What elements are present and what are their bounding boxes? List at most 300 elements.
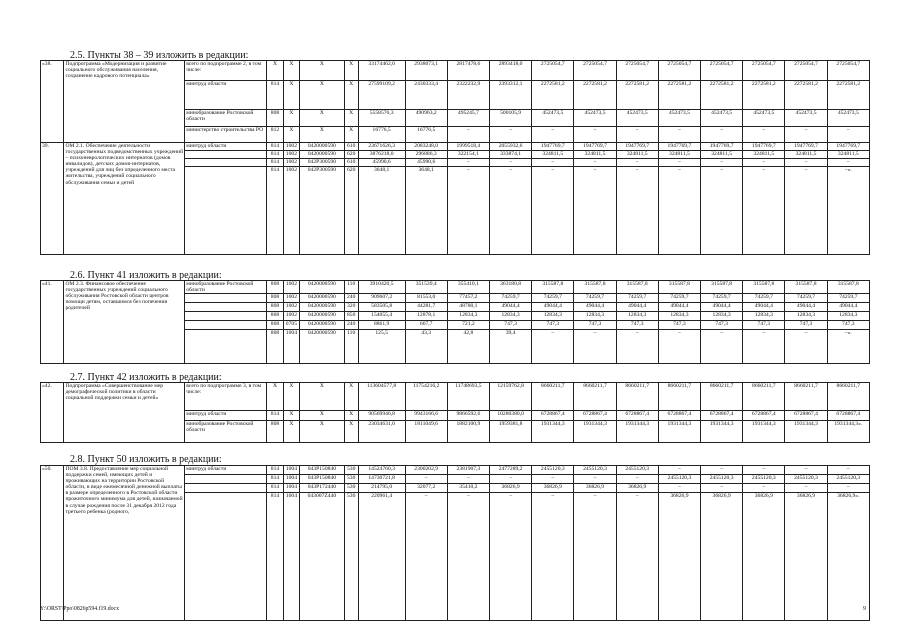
table-row [41, 383, 870, 411]
amount-cell: 1947769,7 [574, 143, 616, 151]
amount-cell: – [743, 330, 785, 364]
code-cell: X [283, 81, 299, 110]
amount-cell: – [616, 159, 658, 167]
code-cell: 0420000590 [300, 312, 345, 321]
executor-cell: минтруд области [185, 466, 267, 475]
code-cell: 0420000590 [300, 330, 345, 364]
code-cell: 620 [344, 151, 358, 159]
amount-cell: 296886,3 [405, 151, 447, 159]
amount-cell: 16776,5 [405, 127, 447, 143]
row-number: «42. [41, 383, 64, 443]
amount-cell: 154055,4 [358, 312, 405, 321]
amount-cell: 12834,3 [532, 312, 574, 321]
amount-cell: – [574, 159, 616, 167]
executor-cell [185, 159, 267, 167]
code-cell: X [300, 61, 345, 81]
amount-cell: 36826,9 [658, 493, 700, 621]
amount-cell: 214795,0 [358, 484, 405, 493]
amount-cell: 2430333,4 [405, 81, 447, 110]
amount-cell: 11748693,5 [447, 383, 489, 411]
code-cell: X [300, 81, 345, 110]
amount-cell: – [490, 159, 532, 167]
amount-cell: 2725054,7 [827, 61, 869, 81]
amount-cell: 1882100,9 [447, 421, 489, 443]
amount-cell: 36826,9 [616, 484, 658, 493]
amount-cell: – [785, 466, 827, 475]
code-cell: 1002 [283, 312, 299, 321]
amount-cell: – [701, 127, 743, 143]
amount-cell: 12834,3 [743, 312, 785, 321]
code-cell: 814 [267, 493, 283, 621]
amount-cell: – [701, 159, 743, 167]
amount-cell: 12159762,8 [490, 383, 532, 411]
amount-cell: 14730721,8 [358, 475, 405, 484]
amount-cell: 36826,9 [490, 484, 532, 493]
amount-cell: 452473,5 [574, 110, 616, 127]
amount-cell: 77457,2 [447, 294, 489, 303]
amount-cell: – [574, 127, 616, 143]
amount-cell: 747,3 [574, 321, 616, 330]
amount-cell: 1931344,3 [616, 421, 658, 443]
amount-cell: – [490, 167, 532, 255]
code-cell: X [283, 421, 299, 443]
executor-cell [185, 321, 267, 330]
code-cell: 812 [267, 127, 283, 143]
amount-cell: 315587,8 [616, 281, 658, 294]
amount-cell: 125,5 [358, 330, 405, 364]
amount-cell: – [743, 466, 785, 475]
amount-cell: 2725054,7 [616, 61, 658, 81]
executor-cell: минобразование Ростовской области [185, 110, 267, 127]
amount-cell: 6728867,4 [658, 411, 700, 421]
amount-cell: 2725054,7 [743, 61, 785, 81]
code-cell: 610 [344, 159, 358, 167]
section-heading: 2.7. Пункт 42 изложить в редакции: [70, 372, 222, 383]
amount-cell: 2725054,7 [658, 61, 700, 81]
section-heading: 2.6. Пункт 41 изложить в редакции: [70, 270, 222, 281]
amount-cell: 452473,5 [701, 110, 743, 127]
amount-cell: – [701, 330, 743, 364]
amount-cell: 2272581,2 [701, 81, 743, 110]
amount-cell: 6728867,4 [827, 411, 869, 421]
amount-cell: 452473,5 [616, 110, 658, 127]
code-cell: 530 [344, 493, 358, 621]
amount-cell: 315587,8 [827, 281, 869, 294]
amount-cell: 12834,3 [827, 312, 869, 321]
amount-cell: – [743, 167, 785, 255]
amount-cell: 2272581,2 [616, 81, 658, 110]
amount-cell: 2817478,6 [447, 61, 489, 81]
amount-cell: 16776,5 [358, 127, 405, 143]
code-cell: 1002 [283, 303, 299, 312]
amount-cell: 2455120,3 [701, 475, 743, 484]
amount-cell: 2083248,0 [405, 143, 447, 151]
amount-cell: 49044,4 [532, 303, 574, 312]
code-cell: 530 [344, 484, 358, 493]
table-row [41, 466, 870, 475]
code-cell: X [283, 110, 299, 127]
amount-cell: 333874,1 [490, 151, 532, 159]
amount-cell: 74259,7 [490, 294, 532, 303]
amount-cell: 1999518,4 [447, 143, 489, 151]
amount-cell: – [447, 167, 489, 255]
section-heading: 2.5. Пункты 38 – 39 изложить в редакции: [70, 50, 249, 61]
amount-cell: –». [827, 330, 869, 364]
amount-cell: 324811,5 [743, 151, 785, 159]
executor-cell: всего по подпрограмме 2, в том числе: [185, 61, 267, 81]
executor-cell: министерство строительства РО [185, 127, 267, 143]
amount-cell: 74259,7 [532, 294, 574, 303]
amount-cell: 1947769,7 [743, 143, 785, 151]
measure-name: Подпрограмма «Совершенствование мер демографической политики в области социальной поддержки семьи и детей» [64, 383, 185, 443]
amount-cell: 27599109,2 [358, 81, 405, 110]
amount-cell: – [490, 127, 532, 143]
code-cell: 1004 [283, 484, 299, 493]
code-cell: 814 [267, 143, 283, 151]
row-number: «41. [41, 281, 64, 364]
executor-cell: минтруд области [185, 411, 267, 421]
code-cell: 1002 [283, 281, 299, 294]
amount-cell: 452473,5 [532, 110, 574, 127]
amount-cell: 23671626,3 [358, 143, 405, 151]
amount-cell: 49044,4 [658, 303, 700, 312]
code-cell: 110 [344, 281, 358, 294]
amount-cell: 23034631,0 [358, 421, 405, 443]
code-cell: X [300, 421, 345, 443]
amount-cell: – [827, 466, 869, 475]
amount-cell: 8660211,7 [743, 383, 785, 411]
amount-cell: – [574, 475, 616, 484]
code-cell: X [300, 411, 345, 421]
amount-cell: – [785, 159, 827, 167]
code-cell: X [344, 411, 358, 421]
executor-cell: минобразование Ростовской области [185, 281, 267, 294]
amount-cell: 74259,7 [701, 294, 743, 303]
amount-cell: – [405, 493, 447, 621]
code-cell: 814 [267, 411, 283, 421]
amount-cell: 12834,3 [490, 312, 532, 321]
amount-cell: 45990,6 [405, 159, 447, 167]
amount-cell: 8861,9 [358, 321, 405, 330]
amount-cell: 2893418,0 [490, 61, 532, 81]
code-cell: 814 [267, 466, 283, 475]
amount-cell: 747,3 [701, 321, 743, 330]
amount-cell: 6728867,4 [701, 411, 743, 421]
amount-cell: 2725054,7 [785, 61, 827, 81]
measure-name: ПОМ 3.8. Предоставление мер социальной поддержки семей, имеющих детей и проживающих на территории Ростовской области, в виде ежемесячной денежной выплаты в размере определенного в Ростовской области прожиточного минимума для детей, назначаемой в случае рождения после 31 декабря 2012 года третьего ребенка (родного, [64, 466, 185, 621]
amount-cell: 6728867,4 [532, 411, 574, 421]
amount-cell: 2455120,3 [574, 466, 616, 475]
amount-cell: – [532, 493, 574, 621]
code-cell: X [344, 383, 358, 411]
code-cell: 530 [344, 475, 358, 484]
amount-cell: 9943166,6 [405, 411, 447, 421]
amount-cell: 12834,3 [574, 312, 616, 321]
amount-cell: 324811,5 [701, 151, 743, 159]
amount-cell: 36826,9 [785, 493, 827, 621]
amount-cell: 1959381,8 [490, 421, 532, 443]
code-cell: 1002 [283, 294, 299, 303]
amount-cell: 2455120,3 [616, 466, 658, 475]
code-cell: 808 [267, 321, 283, 330]
amount-cell: 1931344,3». [827, 421, 869, 443]
amount-cell: 8660211,7 [574, 383, 616, 411]
amount-cell: – [701, 484, 743, 493]
amount-cell: – [827, 127, 869, 143]
amount-cell: – [785, 484, 827, 493]
code-cell: 1002 [283, 151, 299, 159]
amount-cell: 2055932,6 [490, 143, 532, 151]
amount-cell: 315587,8 [574, 281, 616, 294]
budget-table [40, 465, 870, 621]
code-cell: 808 [267, 110, 283, 127]
amount-cell: 35410,2 [447, 484, 489, 493]
amount-cell: 74259,7 [827, 294, 869, 303]
amount-cell: 1931344,3 [658, 421, 700, 443]
code-cell: 808 [267, 330, 283, 364]
executor-cell [185, 303, 267, 312]
amount-cell: 49044,4 [701, 303, 743, 312]
amount-cell: 315587,8 [743, 281, 785, 294]
amount-cell: 2393312,1 [490, 81, 532, 110]
amount-cell: 2272581,2 [743, 81, 785, 110]
code-cell: 0420000590 [300, 303, 345, 312]
amount-cell: – [658, 167, 700, 255]
amount-cell: 1947769,7 [658, 143, 700, 151]
measure-name: ОМ 2.1. Обеспечение деятельности государственных подведомственных учреждений – психоневрологических интернатов (домов инвалидов), детских домов-интернатов, учреждений для лиц без определенного места жительства, учреждений социального обслуживания семьи и детей [64, 143, 185, 255]
code-cell: 808 [267, 294, 283, 303]
amount-cell: 322154,1 [447, 151, 489, 159]
amount-cell: 12834,3 [616, 312, 658, 321]
amount-cell: 324811,5 [658, 151, 700, 159]
amount-cell: – [827, 484, 869, 493]
code-cell: 814 [267, 475, 283, 484]
amount-cell: – [447, 127, 489, 143]
amount-cell: 49044,4 [827, 303, 869, 312]
amount-cell: 9866592,6 [447, 411, 489, 421]
amount-cell: 747,3 [490, 321, 532, 330]
measure-name: ОМ 2.3. Финансовое обеспечение государственных учреждений социального обслуживания Ростовской области центров помощи детям, оставшимся без попечения родителей [64, 281, 185, 364]
amount-cell: 33174462,0 [358, 61, 405, 81]
amount-cell: 1947769,7 [532, 143, 574, 151]
amount-cell: 81553,0 [405, 294, 447, 303]
amount-cell: 3910420,5 [358, 281, 405, 294]
amount-cell: 1811049,6 [405, 421, 447, 443]
amount-cell: – [785, 330, 827, 364]
amount-cell: 747,3 [616, 321, 658, 330]
amount-cell: – [785, 167, 827, 255]
amount-cell: 14524760,3 [358, 466, 405, 475]
amount-cell: 220961,4 [358, 493, 405, 621]
amount-cell: 8660211,7 [658, 383, 700, 411]
code-cell: 0420000590 [300, 281, 345, 294]
amount-cell: 452473,5 [658, 110, 700, 127]
amount-cell: –». [827, 167, 869, 255]
amount-cell: 3648,1 [405, 167, 447, 255]
code-cell: 814 [267, 151, 283, 159]
amount-cell: 747,3 [532, 321, 574, 330]
amount-cell: 8660211,7 [701, 383, 743, 411]
amount-cell: 2455120,3 [743, 475, 785, 484]
amount-cell: 2272581,2 [574, 81, 616, 110]
amount-cell: 355410,1 [447, 281, 489, 294]
amount-cell: – [701, 167, 743, 255]
amount-cell: 324811,5 [827, 151, 869, 159]
amount-cell: 6728867,4 [743, 411, 785, 421]
amount-cell: – [658, 484, 700, 493]
amount-cell: 74259,7 [785, 294, 827, 303]
amount-cell: 2725054,7 [701, 61, 743, 81]
code-cell: 043P150840 [300, 466, 345, 475]
code-cell: 1004 [283, 475, 299, 484]
code-cell: X [300, 127, 345, 143]
amount-cell: 324811,5 [616, 151, 658, 159]
amount-cell: 44281,7 [405, 303, 447, 312]
amount-cell: 42,8 [447, 330, 489, 364]
amount-cell: 2455120,3 [532, 466, 574, 475]
amount-cell: 12834,3 [447, 312, 489, 321]
amount-cell: 747,3 [785, 321, 827, 330]
amount-cell: 90569946,8 [358, 411, 405, 421]
code-cell: 043007Z440 [300, 493, 345, 621]
amount-cell: 12834,3 [701, 312, 743, 321]
amount-cell: – [447, 475, 489, 484]
code-cell: 814 [267, 159, 283, 167]
amount-cell: 2725054,7 [532, 61, 574, 81]
amount-cell: 2381907,3 [447, 466, 489, 475]
amount-cell: 8660211,7 [785, 383, 827, 411]
amount-cell: 6728867,4 [785, 411, 827, 421]
code-cell: 043Р150840 [300, 475, 345, 484]
amount-cell: 2455120,3 [658, 475, 700, 484]
amount-cell: – [701, 466, 743, 475]
amount-cell: 49044,4 [574, 303, 616, 312]
amount-cell: – [616, 127, 658, 143]
amount-cell: – [490, 475, 532, 484]
section-heading: 2.8. Пункт 50 изложить в редакции: [70, 454, 222, 465]
amount-cell: 909607,2 [358, 294, 405, 303]
budget-table [40, 60, 870, 255]
amount-cell: – [658, 330, 700, 364]
amount-cell: 6728867,4 [574, 411, 616, 421]
code-cell: 240 [344, 321, 358, 330]
amount-cell: 12878,1 [405, 312, 447, 321]
amount-cell: 5558576,3 [358, 110, 405, 127]
code-cell: 1002 [283, 159, 299, 167]
amount-cell: – [616, 167, 658, 255]
code-cell: X [344, 421, 358, 443]
amount-cell: 49044,4 [743, 303, 785, 312]
amount-cell: – [532, 159, 574, 167]
page-number: 9 [863, 606, 866, 612]
executor-cell: минтруд области [185, 143, 267, 151]
amount-cell: 11754216,2 [405, 383, 447, 411]
amount-cell: 490963,2 [405, 110, 447, 127]
executor-cell [185, 151, 267, 159]
amount-cell: 113604577,8 [358, 383, 405, 411]
code-cell: 1004 [283, 330, 299, 364]
amount-cell: 49044,4 [616, 303, 658, 312]
amount-cell: 49044,4 [490, 303, 532, 312]
code-cell: X [267, 383, 283, 411]
executor-cell [185, 167, 267, 255]
amount-cell: 747,3 [827, 321, 869, 330]
code-cell: X [283, 411, 299, 421]
row-number: 39. [41, 143, 64, 255]
executor-cell [185, 484, 267, 493]
amount-cell: 363180,8 [490, 281, 532, 294]
table-row [41, 61, 870, 81]
amount-cell: – [574, 330, 616, 364]
amount-cell: 747,3 [658, 321, 700, 330]
code-cell: 814 [267, 81, 283, 110]
amount-cell: 1947769,7 [616, 143, 658, 151]
amount-cell: – [743, 127, 785, 143]
amount-cell: 315587,8 [658, 281, 700, 294]
code-cell: 320 [344, 303, 358, 312]
amount-cell: – [447, 159, 489, 167]
amount-cell: 74259,7 [658, 294, 700, 303]
amount-cell: 2272581,2 [658, 81, 700, 110]
amount-cell: 36826,9 [574, 484, 616, 493]
executor-cell [185, 493, 267, 621]
amount-cell: 315587,8 [785, 281, 827, 294]
code-cell: X [267, 61, 283, 81]
amount-cell: 2300202,9 [405, 466, 447, 475]
code-cell: 0420000590 [300, 294, 345, 303]
amount-cell: 2477289,2 [490, 466, 532, 475]
amount-cell: 6728867,4 [616, 411, 658, 421]
table-row [41, 281, 870, 294]
code-cell: 0705 [283, 321, 299, 330]
code-cell: X [344, 81, 358, 110]
code-cell: 042P300590 [300, 167, 345, 255]
amount-cell: 667,7 [405, 321, 447, 330]
amount-cell: 36826,9». [827, 493, 869, 621]
amount-cell: – [658, 127, 700, 143]
executor-cell [185, 312, 267, 321]
budget-table [40, 280, 870, 364]
code-cell: 240 [344, 294, 358, 303]
amount-cell: – [574, 167, 616, 255]
code-cell: 530 [344, 466, 358, 475]
amount-cell: – [616, 493, 658, 621]
amount-cell: – [532, 127, 574, 143]
amount-cell: – [405, 475, 447, 484]
executor-cell: минобразование Ростовской области [185, 421, 267, 443]
code-cell: X [344, 127, 358, 143]
amount-cell: – [658, 466, 700, 475]
amount-cell: 49044,4 [785, 303, 827, 312]
code-cell: 808 [267, 421, 283, 443]
amount-cell: 8660211,7 [616, 383, 658, 411]
amount-cell: 2725054,7 [574, 61, 616, 81]
amount-cell: 1931344,3 [701, 421, 743, 443]
code-cell: X [344, 61, 358, 81]
amount-cell: 452473,5 [743, 110, 785, 127]
executor-cell [185, 294, 267, 303]
code-cell: 1002 [283, 167, 299, 255]
code-cell: X [283, 383, 299, 411]
code-cell: 1004 [283, 466, 299, 475]
amount-cell: 43,3 [405, 330, 447, 364]
amount-cell: – [447, 493, 489, 621]
amount-cell: – [616, 330, 658, 364]
amount-cell: 36826,9 [743, 493, 785, 621]
code-cell: 808 [267, 281, 283, 294]
amount-cell: 315587,8 [532, 281, 574, 294]
amount-cell: 1931344,3 [785, 421, 827, 443]
